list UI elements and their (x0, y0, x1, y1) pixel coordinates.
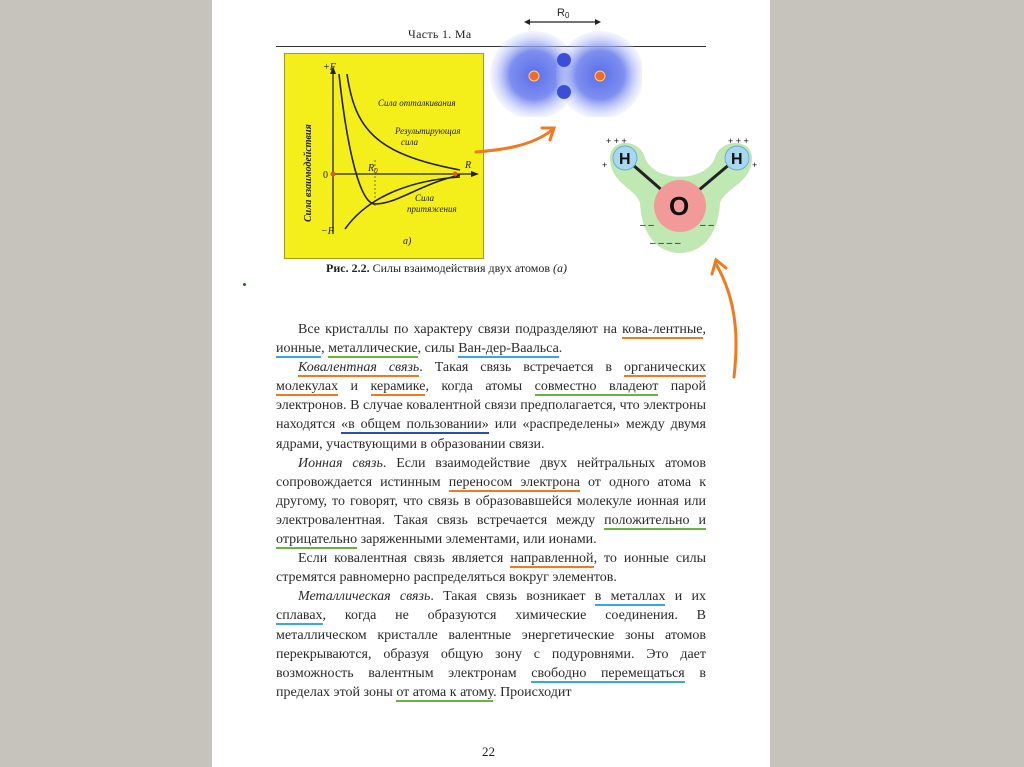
resultant-label-2: сила (401, 137, 419, 147)
paragraph-covalent: Ковалентная связь. Такая связь встречается в органических молекулах и керамике, когда атомы совместно владеют парой электронов. В случае ковалентной связи предполагается, что электроны находятся «в общем пользовании» или «распределены» между двумя ядрами, участвующими в образовании связи. (276, 360, 707, 452)
resultant-label-1: Результирующая (395, 126, 461, 136)
highlight-atom-to-atom: от атома к атому (396, 684, 494, 700)
svg-text:+ + +: + + + (728, 136, 749, 146)
left-margin-background (0, 0, 212, 767)
right-margin-background (770, 0, 1024, 767)
highlight-shared: совместно владеют (534, 379, 659, 395)
highlight-in-metals: в металлах (594, 589, 666, 605)
body-text (276, 320, 706, 702)
attraction-label-1: Сила (415, 193, 435, 203)
svg-text:– –: – – (700, 220, 714, 231)
force-graph-figure (284, 53, 484, 259)
h-atom-right-label: H (731, 151, 743, 168)
svg-text:+: + (752, 160, 758, 170)
paragraph-ionic: Ионная связь. Если взаимодействие двух нейтральных атомов сопровождается истинным переносом электрона от одного атома к другому, то говорят, что связь в образовавшейся молекуле ионная или электровалентная. Такая связь встречается между положительно и отрицательно заряженными элементами, или ионами. (276, 455, 707, 548)
svg-text:– – – –: – – – – (650, 238, 681, 249)
panel-label: а) (403, 236, 412, 247)
highlight-alloys: сплавах (276, 608, 323, 624)
origin-label: 0 (323, 170, 328, 181)
highlight-pos-neg: положительно и отрицательно (276, 512, 706, 548)
page-number: 22 (482, 744, 495, 759)
highlight-free-move: свободно перемещаться (531, 665, 685, 681)
y-bottom-label: −F (321, 226, 334, 237)
bond-length-label: R0 (557, 7, 570, 20)
figure-caption: Рис. 2.2. Силы взаимодействия двух атомов (а) (326, 261, 567, 275)
svg-text:+ + +: + + + (606, 136, 627, 146)
paragraph-metallic: Металлическая связь. Такая связь возникает в металлах и их сплавах, когда не образуются химические соединения. В металлическом кристалле валентные энергетические зоны атомов перекрываются, образуя общую зону с подуровнями. Это дает возможность валентным электронам свободно перемещаться в пределах этой зоны от атома к атому. Происходит (276, 589, 706, 700)
highlight-electron-transfer: переносом электрона (448, 474, 580, 490)
highlight-van-der-waals: Ван-дер-Ваальса (458, 341, 559, 357)
y-top-label: +F (323, 62, 336, 73)
heading-ionic: Ионная связь (298, 455, 383, 471)
highlight-ceramics: керамике (370, 379, 426, 395)
svg-text:+: + (602, 160, 608, 170)
highlight-common-use: «в общем пользовании» (341, 417, 489, 433)
highlight-ionnye: ионные (276, 341, 322, 357)
paragraph-directed: Если ковалентная связь является направленной, то ионные силы стремятся равномерно распределяться вокруг элементов. (276, 551, 706, 586)
stray-dot (243, 283, 246, 286)
orange-arrow-to-water (706, 252, 746, 382)
h-atom-left-label: H (619, 151, 631, 168)
y-axis-title: Сила взаимодействия (303, 124, 314, 222)
attraction-label-2: притяжения (407, 204, 457, 214)
r0-label: $R_0$ (368, 163, 378, 175)
highlight-directed: направленной (510, 551, 594, 567)
highlight-organic: органических молекулах (276, 360, 707, 395)
heading-covalent: Ковалентная связь (298, 360, 420, 376)
highlight-metallicheskie: металлические (328, 341, 418, 357)
water-molecule-illustration (600, 128, 760, 258)
svg-text:– –: – – (640, 220, 654, 231)
paragraph-intro: Все кристаллы по характеру связи подразделяют на кова-лентные, ионные, металлические, силы Ван-дер-Ваальса. (276, 322, 706, 357)
repulsion-label: Сила отталкивания (378, 98, 456, 108)
heading-metallic: Металлическая связь (298, 589, 431, 605)
diatomic-molecule-illustration (482, 2, 642, 117)
o-atom-label: O (669, 191, 690, 221)
orange-arrow-to-molecule (472, 120, 562, 160)
running-title: Часть 1. Ма (408, 27, 472, 41)
highlight-kovalentnye: кова-лентные (622, 322, 703, 337)
r-axis-label: R (465, 160, 472, 171)
